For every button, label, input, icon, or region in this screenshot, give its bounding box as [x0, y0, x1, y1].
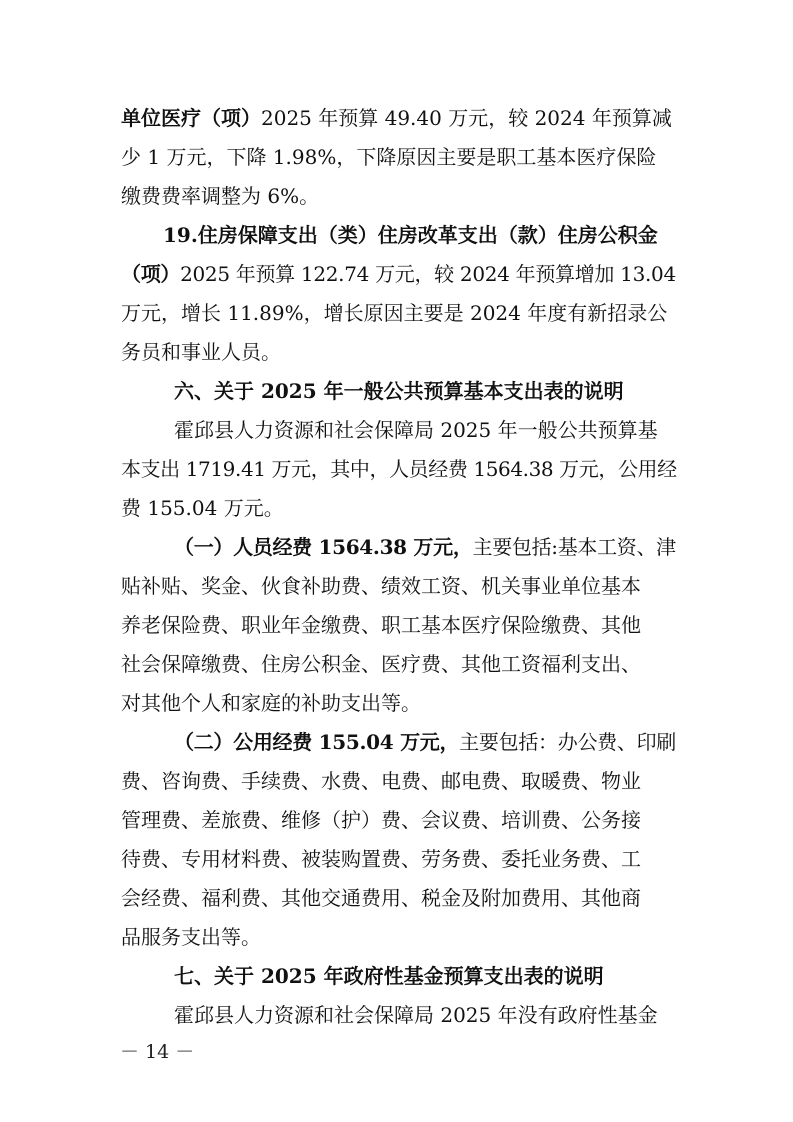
text-run: 缴费费率调整为 6%。	[121, 184, 320, 208]
text-line	[121, 649, 641, 679]
text-run: 万元，增长 11.89%，增长原因主要是 2024 年度有新招录公	[121, 301, 668, 325]
text-run: 会经费、福利费、其他交通费用、税金及附加费用、其他商	[121, 886, 641, 910]
text-line	[121, 922, 261, 952]
text-line	[121, 844, 641, 874]
text-run: 管理费、差旅费、维修（护）费、会议费、培训费、公务接	[121, 808, 641, 832]
text-run: 2025 年预算 49.40 万元，较 2024 年预算减	[261, 106, 672, 130]
text-line	[174, 727, 676, 757]
text-line	[121, 142, 656, 172]
text-run: 霍邱县人力资源和社会保障局 2025 年一般公共预算基	[174, 418, 658, 442]
text-run: 养老保险费、职业年金缴费、职工基本医疗保险缴费、其他	[121, 613, 641, 637]
heading-text: 六、关于 2025 年一般公共预算基本支出表的说明	[174, 379, 624, 403]
bold-run: 19.住房保障支出（类）住房改革支出（款）住房公积金	[163, 223, 658, 247]
text-run: 贴补贴、奖金、伙食补助费、绩效工资、机关事业单位基本	[121, 574, 641, 598]
text-run: 对其他个人和家庭的补助支出等。	[121, 691, 421, 715]
text-run: 本支出 1719.41 万元，其中，人员经费 1564.38 万元，公用经	[121, 457, 677, 481]
section-heading-7	[174, 961, 604, 991]
bold-run: （一）人员经费 1564.38 万元，	[174, 535, 473, 559]
text-run: 少 1 万元，下降 1.98%，下降原因主要是职工基本医疗保险	[121, 145, 657, 169]
text-line	[121, 259, 676, 289]
text-run: 务员和事业人员。	[121, 340, 281, 364]
text-run: 2025 年预算 122.74 万元，较 2024 年预算增加 13.04	[180, 262, 676, 286]
bold-run: 单位医疗（项）	[121, 106, 261, 130]
text-run: 待费、专用材料费、被装购置费、劳务费、委托业务费、工	[121, 847, 641, 871]
text-line	[121, 493, 284, 523]
text-line	[174, 415, 658, 445]
heading-text: 七、关于 2025 年政府性基金预算支出表的说明	[174, 964, 604, 988]
bold-run: （二）公用经费 155.04 万元，	[174, 730, 460, 754]
text-line	[121, 805, 641, 835]
text-run: 费 155.04 万元。	[121, 496, 284, 520]
text-line	[121, 337, 281, 367]
text-line	[163, 220, 658, 250]
page-number: － 14 －	[120, 1041, 195, 1063]
text-line	[121, 181, 319, 211]
text-line	[121, 454, 677, 484]
text-line	[121, 298, 667, 328]
text-line	[174, 1000, 658, 1030]
text-run: 霍邱县人力资源和社会保障局 2025 年没有政府性基金	[174, 1003, 658, 1027]
text-run: 主要包括：办公费、印刷	[459, 730, 676, 754]
text-line	[121, 883, 641, 913]
bold-run: （项）	[121, 262, 181, 286]
text-run: 主要包括:基本工资、津	[472, 535, 676, 559]
text-run: 费、咨询费、手续费、水费、电费、邮电费、取暖费、物业	[121, 769, 641, 793]
text-line	[121, 103, 672, 133]
text-line	[121, 688, 421, 718]
section-heading-6	[174, 376, 624, 406]
text-run: 社会保障缴费、住房公积金、医疗费、其他工资福利支出、	[121, 652, 641, 676]
text-line	[174, 532, 676, 562]
text-line	[121, 571, 641, 601]
text-run: 品服务支出等。	[121, 925, 261, 949]
text-line	[121, 610, 641, 640]
text-line	[121, 766, 641, 796]
